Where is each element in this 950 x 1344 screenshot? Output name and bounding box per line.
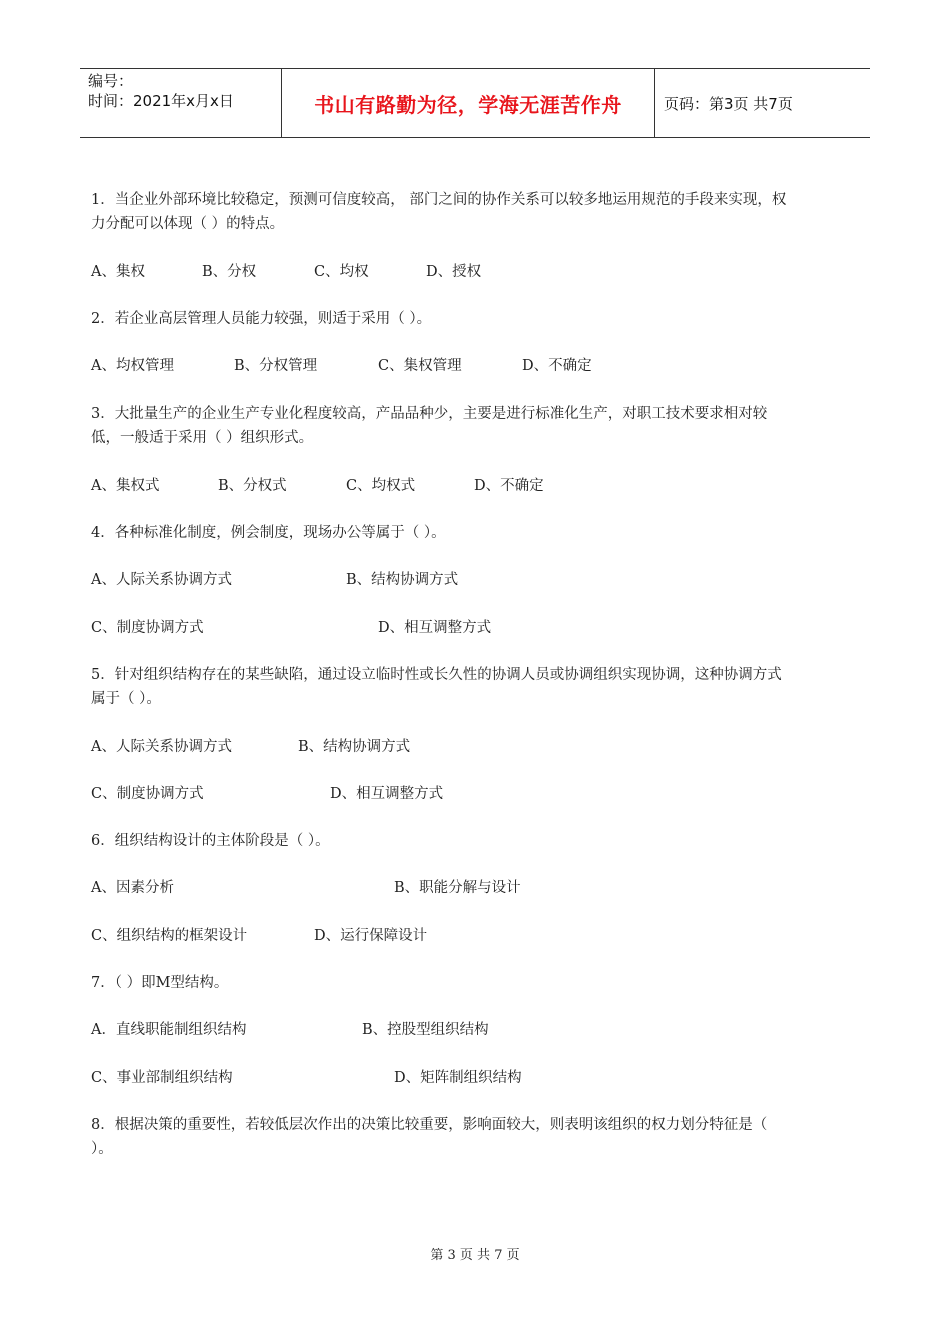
q2-option-a: A、均权管理 bbox=[91, 358, 174, 374]
page-footer: 第 3 页 共 7 页 bbox=[430, 1248, 520, 1263]
q5-option-b: B、结构协调方式 bbox=[298, 739, 411, 755]
q2-option-d: D、不确定 bbox=[522, 358, 592, 374]
question-5-line-1: 5．针对组织结构存在的某些缺陷，通过设立临时性或长久性的协调人员或协调组织实现协调，这种协调方式 bbox=[91, 667, 782, 683]
q1-option-c: C、均权 bbox=[314, 264, 369, 280]
q4-option-b: B、结构协调方式 bbox=[346, 572, 459, 588]
question-3-line-2: 低，一般适于采用（ ）组织形式。 bbox=[91, 430, 314, 446]
question-5-line-2: 属于（ ）。 bbox=[91, 691, 161, 707]
question-6-line-1: 6．组织结构设计的主体阶段是（ ）。 bbox=[91, 833, 330, 849]
q1-option-d: D、授权 bbox=[426, 264, 482, 280]
q2-option-b: B、分权管理 bbox=[234, 358, 318, 374]
q1-option-a: A、集权 bbox=[91, 264, 145, 280]
q7-option-a: A．直线职能制组织结构 bbox=[91, 1022, 247, 1038]
q5-option-d: D、相互调整方式 bbox=[330, 786, 444, 802]
page-info: 页码：第3页 共7页 bbox=[664, 94, 793, 113]
header-page-info bbox=[655, 69, 870, 137]
document-header bbox=[80, 68, 870, 138]
q5-option-c: C、制度协调方式 bbox=[91, 786, 204, 802]
serial-label: 编号： bbox=[88, 72, 134, 90]
date-label: 时间：2021年x月x日 bbox=[88, 92, 234, 110]
q7-option-b: B、控股型组织结构 bbox=[362, 1022, 489, 1038]
q7-option-c: C、事业部制组织结构 bbox=[91, 1070, 233, 1086]
q3-option-d: D、不确定 bbox=[474, 478, 544, 494]
header-meta bbox=[80, 69, 281, 137]
question-8-line-2: ）。 bbox=[91, 1141, 113, 1157]
motto: 书山有路勤为径，学海无涯苦作舟 bbox=[314, 92, 622, 117]
question-3-line-1: 3．大批量生产的企业生产专业化程度较高，产品品种少，主要是进行标准化生产，对职工技术要求相对较 bbox=[91, 406, 768, 422]
question-1-line-2: 力分配可以体现（ ）的特点。 bbox=[91, 216, 285, 232]
question-1-line-1: 1．当企业外部环境比较稳定，预测可信度较高， 部门之间的协作关系可以较多地运用规范的手段来实现，权 bbox=[91, 192, 787, 208]
q4-option-c: C、制度协调方式 bbox=[91, 620, 204, 636]
q2-option-c: C、集权管理 bbox=[378, 358, 462, 374]
q3-option-a: A、集权式 bbox=[91, 478, 160, 494]
question-4-line-1: 4．各种标准化制度，例会制度，现场办公等属于（ ）。 bbox=[91, 525, 446, 541]
q7-option-d: D、矩阵制组织结构 bbox=[394, 1070, 522, 1086]
q6-option-c: C、组织结构的框架设计 bbox=[91, 928, 248, 944]
q6-option-b: B、职能分解与设计 bbox=[394, 880, 521, 896]
q3-option-c: C、均权式 bbox=[346, 478, 416, 494]
q1-option-b: B、分权 bbox=[202, 264, 257, 280]
q3-option-b: B、分权式 bbox=[218, 478, 287, 494]
question-2-line-1: 2．若企业高层管理人员能力较强，则适于采用（ ）。 bbox=[91, 311, 432, 327]
q4-option-a: A、人际关系协调方式 bbox=[91, 572, 232, 588]
q5-option-a: A、人际关系协调方式 bbox=[91, 739, 232, 755]
header-motto-cell bbox=[281, 69, 655, 137]
q6-option-a: A、因素分析 bbox=[91, 880, 174, 896]
q4-option-d: D、相互调整方式 bbox=[378, 620, 492, 636]
q6-option-d: D、运行保障设计 bbox=[314, 928, 428, 944]
question-7-line-1: 7．（ ）即M型结构。 bbox=[91, 975, 229, 991]
question-8-line-1: 8．根据决策的重要性，若较低层次作出的决策比较重要，影响面较大，则表明该组织的权力划分特征是（ bbox=[91, 1117, 768, 1133]
